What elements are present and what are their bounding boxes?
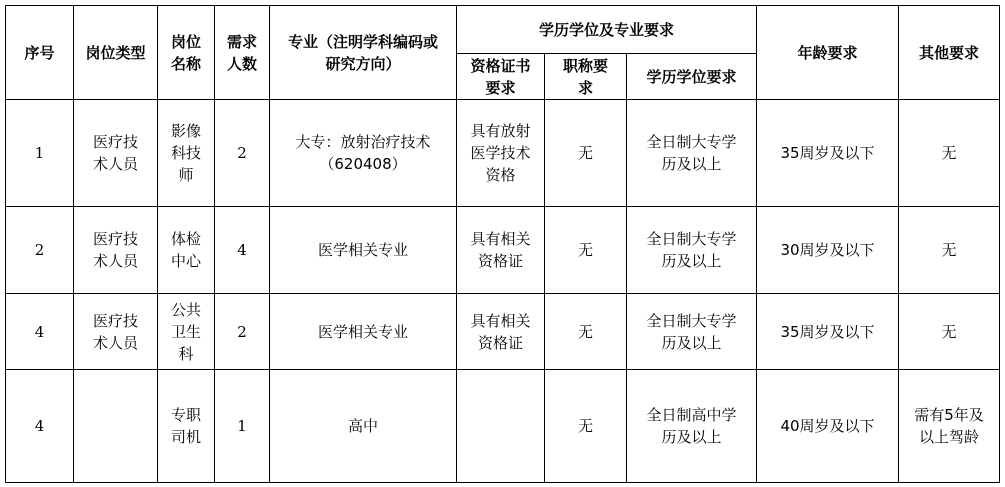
header-count: 需求 人数 <box>215 6 270 100</box>
cell-age: 35周岁及以下 <box>757 100 899 207</box>
cell-seq: 1 <box>6 100 74 207</box>
cell-cert: 具有相关 资格证 <box>457 294 545 370</box>
cell-count: 2 <box>215 100 270 207</box>
table-row <box>6 100 1000 207</box>
cell-other: 需有5年及 以上驾龄 <box>899 370 1000 483</box>
cell-post-type: 医疗技 术人员 <box>74 207 158 294</box>
header-other: 其他要求 <box>899 6 1000 100</box>
cell-post-name: 公共 卫生 科 <box>158 294 215 370</box>
cell-other: 无 <box>899 207 1000 294</box>
header-age: 年龄要求 <box>757 6 899 100</box>
cell-degree: 全日制高中学 历及以上 <box>627 370 757 483</box>
cell-degree: 全日制大专学 历及以上 <box>627 207 757 294</box>
header-edu-group: 学历学位及专业要求 <box>457 6 757 54</box>
cell-degree: 全日制大专学 历及以上 <box>627 100 757 207</box>
header-post-name: 岗位 名称 <box>158 6 215 100</box>
table-row <box>6 294 1000 370</box>
cell-major: 高中 <box>270 370 457 483</box>
cell-count: 4 <box>215 207 270 294</box>
cell-cert <box>457 370 545 483</box>
table-row <box>6 370 1000 483</box>
cell-count: 2 <box>215 294 270 370</box>
cell-title: 无 <box>545 294 627 370</box>
cell-post-name: 专职 司机 <box>158 370 215 483</box>
header-row-1 <box>6 6 1000 54</box>
cell-cert: 具有放射 医学技术 资格 <box>457 100 545 207</box>
cell-post-type: 医疗技 术人员 <box>74 100 158 207</box>
cell-post-type: 医疗技 术人员 <box>74 294 158 370</box>
cell-major: 医学相关专业 <box>270 207 457 294</box>
cell-count: 1 <box>215 370 270 483</box>
cell-title: 无 <box>545 100 627 207</box>
cell-age: 35周岁及以下 <box>757 294 899 370</box>
cell-title: 无 <box>545 207 627 294</box>
header-seq: 序号 <box>6 6 74 100</box>
table-row <box>6 207 1000 294</box>
header-major: 专业（注明学科编码或 研究方向） <box>270 6 457 100</box>
header-title: 职称要 求 <box>545 54 627 100</box>
header-degree: 学历学位要求 <box>627 54 757 100</box>
cell-degree: 全日制大专学 历及以上 <box>627 294 757 370</box>
cell-seq: 4 <box>6 294 74 370</box>
recruitment-table <box>5 5 1000 483</box>
header-post-type: 岗位类型 <box>74 6 158 100</box>
cell-age: 30周岁及以下 <box>757 207 899 294</box>
cell-post-name: 影像 科技 师 <box>158 100 215 207</box>
cell-other: 无 <box>899 100 1000 207</box>
cell-seq: 2 <box>6 207 74 294</box>
cell-cert: 具有相关 资格证 <box>457 207 545 294</box>
header-cert: 资格证书 要求 <box>457 54 545 100</box>
cell-major: 医学相关专业 <box>270 294 457 370</box>
cell-major: 大专：放射治疗技术 （620408） <box>270 100 457 207</box>
cell-title: 无 <box>545 370 627 483</box>
cell-post-name: 体检 中心 <box>158 207 215 294</box>
cell-post-type <box>74 370 158 483</box>
cell-other: 无 <box>899 294 1000 370</box>
cell-seq: 4 <box>6 370 74 483</box>
cell-age: 40周岁及以下 <box>757 370 899 483</box>
